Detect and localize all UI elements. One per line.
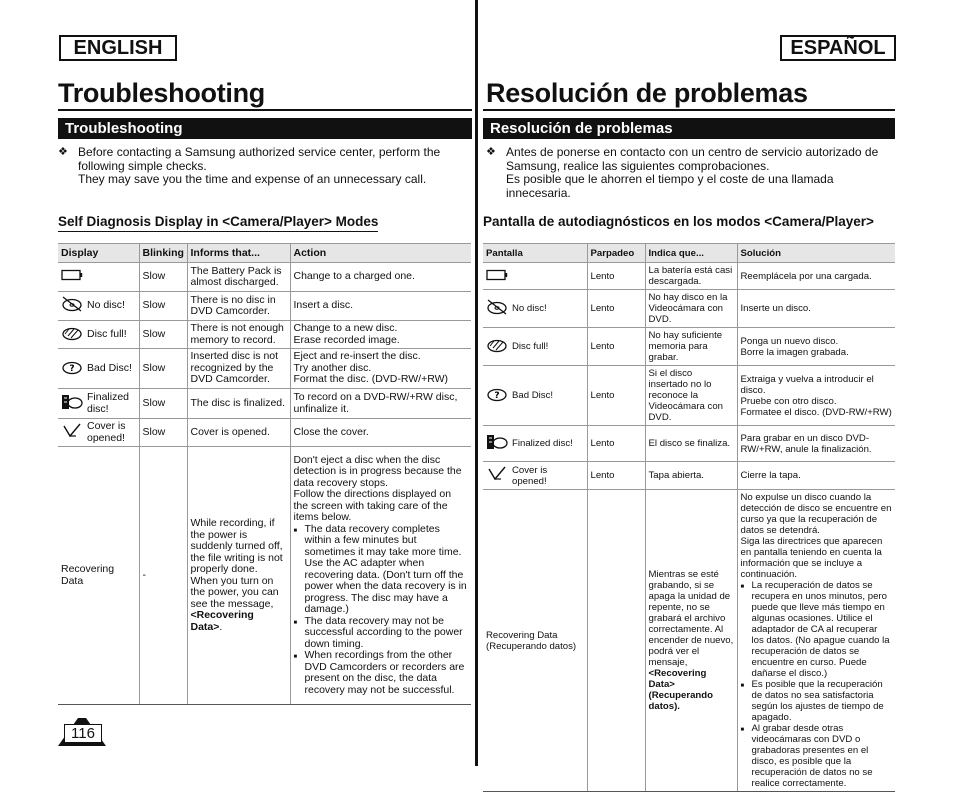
- action-cell: Para grabar en un disco DVD-RW/+RW, anule la finalización.: [737, 426, 895, 462]
- action-cell: Reemplácela por una cargada.: [737, 263, 895, 290]
- action-cell: [737, 490, 895, 792]
- blinking-cell: Lento: [587, 290, 645, 328]
- battery-icon: [486, 269, 508, 284]
- informs-cell: El disco se finaliza.: [645, 426, 737, 462]
- display-cell: [483, 426, 587, 462]
- action-cell: Inserte un disco.: [737, 290, 895, 328]
- table-row: [483, 426, 895, 462]
- disc-full-icon: [61, 325, 83, 345]
- blinking-cell: Lento: [587, 328, 645, 366]
- action-cell: Close the cover.: [290, 419, 471, 447]
- subheading-es: Pantalla de autodiagnósticos en los modos <Camera/Player>: [483, 214, 874, 229]
- diamond-bullet-icon: ❖: [486, 146, 496, 158]
- finalized-disc-icon: [61, 394, 83, 414]
- display-label: Disc full!: [87, 327, 127, 340]
- intro-line: Samsung, realice las siguientes comprobaciones.: [506, 158, 770, 173]
- informs-cell: There is no disc in DVD Camcorder.: [187, 292, 290, 321]
- informs-cell: Cover is opened.: [187, 419, 290, 447]
- display-label: Finalized disc!: [87, 391, 130, 415]
- display-cell: [58, 292, 139, 321]
- intro-line: Before contacting a Samsung authorized service center, perform the: [78, 145, 441, 159]
- informs-cell: [187, 447, 290, 705]
- action-cell: [290, 447, 471, 705]
- column-divider: [475, 0, 478, 766]
- table-row: [58, 263, 471, 292]
- display-cell: Recovering Data (Recuperando datos): [483, 490, 587, 792]
- display-cell: [58, 389, 139, 419]
- list-item: ■ Es posible que la recuperación de datos no sea satisfactoria según los ajustes de tiempo de apagado.: [752, 679, 893, 723]
- display-cell: [58, 419, 139, 447]
- intro-line: They may save you the time and expense of an unnecessary call.: [78, 172, 427, 186]
- display-cell: [58, 263, 139, 292]
- informs-text: .: [219, 620, 223, 633]
- blinking-cell: Slow: [139, 349, 187, 389]
- informs-cell: [645, 490, 737, 792]
- recovering-message: <Recovering Data>: [190, 609, 254, 633]
- informs-cell: Si el disco insertado no lo reconoce la Videocámara con DVD.: [645, 366, 737, 426]
- action-bullet-list: [741, 580, 893, 789]
- display-label: Cover is opened!: [87, 420, 126, 444]
- action-cell: Change to a new disc. Erase recorded image.: [290, 321, 471, 349]
- title-rule: [483, 109, 895, 111]
- action-cell: Cierre la tapa.: [737, 462, 895, 490]
- blinking-cell: [587, 490, 645, 792]
- blinking-cell: Lento: [587, 263, 645, 290]
- table-row: [58, 292, 471, 321]
- no-disc-icon: [61, 296, 83, 316]
- page-title: Troubleshooting: [58, 78, 265, 108]
- intro-line: Es posible que le ahorren el tiempo y el coste de una llamada: [506, 172, 834, 186]
- informs-cell: No hay suficiente memoria para grabar.: [645, 328, 737, 366]
- list-item: ■ The data recovery completes within a few minutes but sometimes it may take more time. Use the AC adapter when recovering data. (Don't turn off the power when the data recovery is in progress. The disc may have a damage.): [305, 524, 469, 616]
- list-item: ■ La recuperación de datos se recupera en unos minutos, pero puede que lleve más tiempo en algunas ocasiones. Utilice el adaptador de CA al recuperar los datos. (No apague cuando la recuperación de datos se encuentre en curso. Puede dañarse el disco.): [752, 580, 893, 679]
- blinking-cell: -: [139, 447, 187, 705]
- action-cell: Extraiga y vuelva a introducir el disco. Pruebe con otro disco. Formatee el disco. (DVD-RW/+RW): [737, 366, 895, 426]
- table-row: [483, 328, 895, 366]
- table-row: [58, 349, 471, 389]
- blinking-cell: Slow: [139, 263, 187, 292]
- informs-cell: There is not enough memory to record.: [187, 321, 290, 349]
- action-cell: To record on a DVD-RW/+RW disc, unfinalize it.: [290, 389, 471, 419]
- disc-full-icon: [486, 337, 508, 356]
- cover-open-icon: [61, 423, 83, 443]
- blinking-cell: Lento: [587, 426, 645, 462]
- column-header: Informs that...: [187, 244, 290, 263]
- page-number-badge: [58, 718, 106, 751]
- section-heading-bar: Resolución de problemas: [483, 118, 895, 139]
- intro-line: innecesaria.: [506, 185, 571, 200]
- action-intro: Don't eject a disc when the disc detection is in progress because the data recovery stops. Follow the directions displayed on the screen with taking care of the items below.: [293, 453, 462, 524]
- diagnosis-table: [58, 243, 471, 705]
- column-header: Parpadeo: [587, 244, 645, 263]
- display-label: No disc!: [87, 299, 125, 312]
- intro-line: following simple checks.: [78, 158, 207, 173]
- display-cell: [483, 462, 587, 490]
- language-label-spanish: ESPAÑOL: [780, 35, 896, 61]
- bad-disc-icon: [486, 386, 508, 405]
- column-header: Display: [58, 244, 139, 263]
- svg-text:?: ?: [69, 363, 75, 374]
- table-row: [483, 290, 895, 328]
- table-row: [58, 419, 471, 447]
- table-row: [483, 263, 895, 290]
- table-row: [58, 321, 471, 349]
- cover-open-icon: [486, 466, 508, 485]
- svg-text:?: ?: [494, 391, 500, 401]
- subheading: Self Diagnosis Display in <Camera/Player> Modes: [58, 214, 378, 232]
- informs-text: Mientras se esté grabando, si se apaga la unidad de repente, no se grabará el archivo correctamente. Al encender de nuevo, podrá ver el mensaje,: [648, 569, 734, 668]
- display-cell: [58, 349, 139, 389]
- no-disc-icon: [486, 299, 508, 318]
- table-row-recovering: [58, 447, 471, 705]
- display-cell: [483, 290, 587, 328]
- column-header: Blinking: [139, 244, 187, 263]
- informs-text: While recording, if the power is suddenly turned off, the file writing is not properly done. When you turn on the power, you can see the message,: [190, 517, 283, 610]
- recovering-message: <Recovering Data> (Recuperando datos).: [648, 668, 714, 712]
- blinking-cell: Slow: [139, 419, 187, 447]
- display-cell: [483, 328, 587, 366]
- column-header: Solución: [737, 244, 895, 263]
- blinking-cell: Lento: [587, 462, 645, 490]
- informs-cell: La batería está casi descargada.: [645, 263, 737, 290]
- intro-paragraph: [58, 146, 472, 196]
- informs-cell: The Battery Pack is almost discharged.: [187, 263, 290, 292]
- display-label: Bad Disc!: [512, 390, 554, 401]
- battery-icon: [61, 269, 83, 285]
- blinking-cell: Lento: [587, 366, 645, 426]
- page-title-es: Resolución de problemas: [486, 78, 808, 108]
- page-number: 116: [64, 724, 102, 743]
- display-cell: [58, 321, 139, 349]
- table-row: [483, 366, 895, 426]
- display-cell: [483, 366, 587, 426]
- informs-cell: The disc is finalized.: [187, 389, 290, 419]
- table-row: [483, 462, 895, 490]
- language-label-english: ENGLISH: [59, 35, 177, 61]
- action-cell: Eject and re-insert the disc. Try another disc. Format the disc. (DVD-RW/+RW): [290, 349, 471, 389]
- action-cell: Ponga un nuevo disco. Borre la imagen grabada.: [737, 328, 895, 366]
- bad-disc-icon: [61, 359, 83, 379]
- blinking-cell: Slow: [139, 389, 187, 419]
- display-cell: [483, 263, 587, 290]
- display-label: Bad Disc!: [87, 361, 132, 374]
- list-item: ■ When recordings from the other DVD Camcorders or recorders are present on the disc, the data recovery may not be successful.: [305, 650, 469, 696]
- blinking-cell: Slow: [139, 321, 187, 349]
- column-header: Action: [290, 244, 471, 263]
- blinking-cell: Slow: [139, 292, 187, 321]
- action-bullet-list: [294, 524, 469, 697]
- informs-cell: Inserted disc is not recognized by the DVD Camcorder.: [187, 349, 290, 389]
- diagnosis-table-es: [483, 243, 895, 792]
- finalized-disc-icon: [486, 434, 508, 453]
- title-rule: [58, 109, 472, 111]
- display-label: Disc full!: [512, 341, 549, 352]
- intro-paragraph-es: [486, 146, 895, 206]
- list-item: ■ Al grabar desde otras videocámaras con DVD o grabadoras presentes en el disco, es posible que la recuperación de datos no se realice correctamente.: [752, 723, 893, 789]
- table-row-recovering: [483, 490, 895, 792]
- list-item: ■ The data recovery may not be successful according to the power down timing.: [305, 616, 469, 651]
- informs-cell: No hay disco en la Videocámara con DVD.: [645, 290, 737, 328]
- display-label: Finalized disc!: [512, 438, 573, 449]
- display-cell: Recovering Data: [58, 447, 139, 705]
- column-header: Pantalla: [483, 244, 587, 263]
- table-row: [58, 389, 471, 419]
- display-label: No disc!: [512, 303, 547, 314]
- intro-line: Antes de ponerse en contacto con un centro de servicio autorizado de: [506, 145, 879, 159]
- action-cell: Change to a charged one.: [290, 263, 471, 292]
- display-label: Cover is opened!: [512, 464, 548, 487]
- action-intro: No expulse un disco cuando la detección de disco se encuentre en curso ya que la recuperación de datos se detendrá. Siga las directrices que aparecen en pantalla teniendo en cuenta la información que se incluye a continuación.: [740, 492, 892, 580]
- column-header: Indica que...: [645, 244, 737, 263]
- diamond-bullet-icon: ❖: [58, 146, 68, 158]
- action-cell: Insert a disc.: [290, 292, 471, 321]
- informs-cell: Tapa abierta.: [645, 462, 737, 490]
- section-heading-bar: Troubleshooting: [58, 118, 472, 139]
